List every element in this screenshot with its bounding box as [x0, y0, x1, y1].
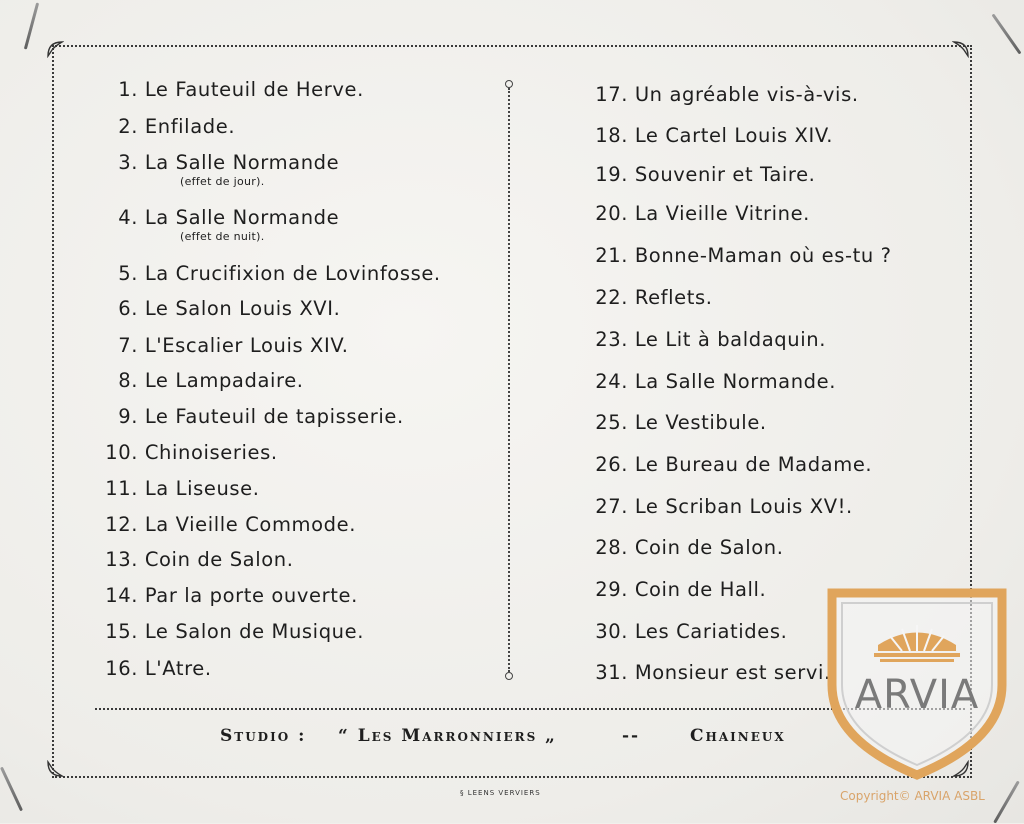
item-title: Le Salon Louis XVI.	[144, 297, 341, 320]
item-number: 7.	[118, 334, 138, 357]
list-item	[100, 334, 349, 357]
item-title: Enfilade.	[144, 115, 236, 138]
item-title: Monsieur est servi.	[634, 661, 831, 684]
item-number: 27.	[595, 495, 628, 518]
item-title: La Vieille Vitrine.	[634, 202, 810, 225]
item-title: Le Scriban Louis XV!.	[634, 495, 853, 518]
item-number: 23.	[595, 328, 628, 351]
corner-ornament-icon	[46, 40, 64, 58]
item-number: 30.	[595, 620, 628, 643]
item-title: La Salle Normande	[144, 206, 340, 229]
item-number: 13.	[105, 548, 138, 571]
item-number: 20.	[595, 202, 628, 225]
item-title: La Salle Normande.	[634, 370, 837, 393]
list-item	[100, 297, 340, 320]
item-number: 1.	[118, 78, 138, 101]
item-number: 24.	[595, 370, 628, 393]
list-item	[580, 286, 713, 309]
item-number: 28.	[595, 536, 628, 559]
item-number: 12.	[105, 513, 138, 536]
item-title: Le Fauteuil de Herve.	[144, 78, 364, 101]
list-item	[100, 657, 212, 680]
list-item	[580, 495, 853, 518]
item-number: 11.	[105, 477, 138, 500]
list-item	[100, 262, 441, 285]
list-item	[580, 578, 766, 601]
item-title: L'Escalier Louis XIV.	[144, 334, 349, 357]
item-note: (effet de nuit).	[180, 230, 265, 243]
studio-name: “ Les Marronniers „	[338, 726, 557, 746]
list-item	[580, 244, 892, 267]
list-item	[100, 115, 235, 138]
item-number: 9.	[118, 405, 138, 428]
watermark-logo-text: ARVIA	[854, 672, 980, 718]
list-item	[100, 620, 364, 643]
studio-location: Chaineux	[690, 726, 786, 746]
studio-label: Studio :	[220, 726, 307, 746]
item-number: 5.	[118, 262, 138, 285]
list-item	[100, 513, 356, 536]
list-item	[580, 124, 833, 147]
list-item	[580, 328, 826, 351]
list-item	[580, 163, 816, 186]
item-title: Le Cartel Louis XIV.	[634, 124, 834, 147]
list-item	[580, 370, 836, 393]
list-item	[100, 369, 304, 392]
item-number: 17.	[595, 83, 628, 106]
item-number: 15.	[105, 620, 138, 643]
item-number: 19.	[595, 163, 628, 186]
copyright-notice: Copyright© ARVIA ASBL	[840, 789, 985, 803]
printer-mark: § LEENS VERVIERS	[460, 789, 541, 797]
item-title: Le Lit à baldaquin.	[634, 328, 826, 351]
list-item	[100, 78, 364, 101]
item-title: Bonne-Maman où es-tu ?	[634, 244, 892, 267]
item-title: Un agréable vis-à-vis.	[634, 83, 859, 106]
column-divider	[505, 80, 513, 680]
corner-ornament-icon	[46, 760, 64, 778]
item-number: 14.	[105, 584, 138, 607]
list-item	[580, 202, 810, 225]
item-title: Coin de Hall.	[634, 578, 767, 601]
item-number: 2.	[118, 115, 138, 138]
item-number: 22.	[595, 286, 628, 309]
list-item	[100, 405, 404, 428]
item-number: 21.	[595, 244, 628, 267]
list-item	[100, 151, 340, 188]
list-item	[580, 620, 787, 643]
item-number: 26.	[595, 453, 628, 476]
item-number: 29.	[595, 578, 628, 601]
list-item	[100, 548, 294, 571]
arvia-watermark	[822, 575, 1012, 780]
item-title: L'Atre.	[144, 657, 212, 680]
item-title: Le Salon de Musique.	[144, 620, 365, 643]
item-number: 3.	[118, 151, 138, 174]
list-item	[580, 453, 872, 476]
list-item	[580, 536, 784, 559]
item-title: Coin de Salon.	[144, 548, 294, 571]
item-title: La Vieille Commode.	[144, 513, 357, 536]
list-item	[100, 477, 260, 500]
item-title: Le Vestibule.	[634, 411, 767, 434]
studio-separator: --	[622, 726, 641, 746]
item-number: 31.	[595, 661, 628, 684]
item-number: 4.	[118, 206, 138, 229]
list-item	[580, 411, 767, 434]
item-title: La Crucifixion de Lovinfosse.	[144, 262, 441, 285]
item-title: Coin de Salon.	[634, 536, 784, 559]
item-title: Le Lampadaire.	[144, 369, 304, 392]
item-title: Les Cariatides.	[634, 620, 788, 643]
studio-credit	[220, 726, 830, 750]
item-title: Reflets.	[634, 286, 713, 309]
item-number: 18.	[595, 124, 628, 147]
item-title: Le Bureau de Madame.	[634, 453, 873, 476]
list-item	[100, 584, 358, 607]
list-item	[580, 661, 831, 684]
item-number: 8.	[118, 369, 138, 392]
list-item	[580, 83, 859, 106]
item-title: Souvenir et Taire.	[634, 163, 816, 186]
item-number: 6.	[118, 297, 138, 320]
item-title: Par la porte ouverte.	[144, 584, 358, 607]
item-number: 10.	[105, 441, 138, 464]
list-item	[100, 206, 340, 243]
list-item	[100, 441, 278, 464]
item-note: (effet de jour).	[180, 175, 265, 188]
item-number: 25.	[595, 411, 628, 434]
item-title: Chinoiseries.	[144, 441, 278, 464]
item-title: La Salle Normande	[144, 151, 340, 174]
item-title: La Liseuse.	[144, 477, 260, 500]
item-number: 16.	[105, 657, 138, 680]
corner-ornament-icon	[952, 40, 970, 58]
item-title: Le Fauteuil de tapisserie.	[144, 405, 404, 428]
